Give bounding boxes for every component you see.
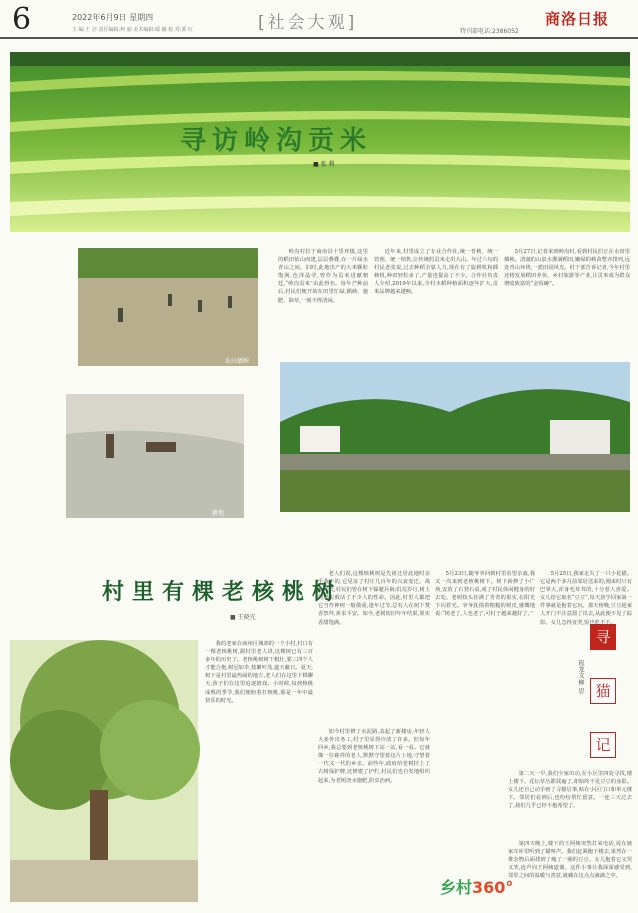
story2-column-d: 5月23日,随爷爷回到村里看望亲戚,我又一次来到老核桃树下。树下新修了小广场,安放了石凳石桌,成了村民休闲健身的好去处。老树枝头挂满了青青的果实,在阳光下闪着光。爷爷抚摸着粗糙的树皮,感慨地说:“树老了,人也老了,可村子越来越好了。”	[435, 571, 535, 618]
story1-column-a: 岭沟村位于商南县十里坪镇,这里的稻田依山而建,层层叠叠,在一片绿水青山之间。旧时,此地出产的大米颗粒饱满,色泽晶莹,曾作为贡米进献朝廷,“岭沟贡米”由此得名。每年芒种前后,村民们便开始在田里忙碌,插秧、施肥、除草,一刻不得清闲。	[278, 249, 368, 304]
story3-title-char-1: 寻	[590, 624, 616, 650]
hotline: 特刊部电话:2386052	[460, 28, 519, 35]
photo1-caption: 农田插秧	[225, 358, 250, 365]
story3-column-c: 第四天晚上,楼下的王阿姨突然打来电话,说在她家车库里听到了猫叫声。我们赶紧跑下楼去,果然在一堆杂物后面找到了瘦了一圈的豆豆。女儿抱着它又哭又笑,连声向王阿姨道谢。这件小事让我深深感受到,邻里之间的温暖与善意,就藏在这点点滴滴之中。	[508, 841, 632, 880]
story2-byline: ■ 王晓光	[230, 614, 256, 621]
story3-byline: 程龙文 柳 思	[577, 660, 584, 694]
tilling-photo	[66, 394, 244, 518]
issue-date: 2022年6月9日 星期四	[72, 13, 154, 22]
story2-title: 村里有棵老核桃树	[102, 579, 343, 605]
story1-column-c: 5月27日,记者来到岭沟村,看到村民们正在水田里插秧。清澈的山泉水灌满稻田,嫩绿的秧苗整齐排列,远处青山环绕,一派田园风光。村干部告诉记者,今年村里还将发展稻田养鱼、乡村旅游等产业,让贡米成为群众增收致富的“金饭碗”。	[504, 249, 630, 288]
story3-title-char-3: 记	[590, 732, 616, 758]
walnut-tree-photo	[10, 640, 198, 902]
page-number: 6	[12, 2, 32, 37]
editor-credits: 主 编:王 洁 责任编辑:柯 丽 美术编辑:鄢 颖 校 对:郭 红	[72, 27, 194, 33]
village-photo	[280, 362, 630, 512]
story3-column-b: 第二天一早,我们全家出动,在小区里四处寻找,楼上楼下、花坛草丛都找遍了,却始终不见豆豆的身影。女儿还自己动手画了寻猫启事,贴在小区门口和单元楼下。邻居们看到后,也纷纷帮忙留意。一连三天过去了,我们几乎已经不抱希望了。	[508, 771, 632, 810]
page-header	[0, 0, 638, 40]
badge-number: 360°	[472, 878, 514, 897]
section-title: [社会大观]	[258, 13, 358, 33]
story1-column-b: 近年来,村里成立了专业合作社,统一育秧、统一管理、统一销售,让传统的贡米走出大山。年过六旬的村民老张说,过去种稻全靠人力,现在有了旋耕机和插秧机,种田轻松多了,产量也提高了不少。合作社负责人介绍,2019年以来,全村水稻种植面积逐年扩大,贡米品牌越来越响。	[374, 249, 498, 296]
transplanting-photo	[78, 248, 258, 366]
story2-column-c: 如今村里修了水泥路,盖起了新楼房,年轻人大多外出务工,村子里显得冷清了许多。但每年回乡,我总要到老核桃树下站一站,看一看。它就像一位慈祥的老人,默默守望着这片土地,守望着一代又一代的乡亲。前些年,政府给老树挂上了古树保护牌,还修建了护栏,村民们也自发地组织起来,为老树浇水施肥,防虫治病。	[318, 729, 430, 784]
story1-byline: ■ 张 利	[313, 161, 335, 168]
story2-column-b: 老人们说,这棵核桃树是先祖迁居此地时亲手栽下的,它见证了村庄几百年的兴衰变迁。战乱年代,村民们曾在树下躲避兵祸;饥荒岁月,树上的果实救活了不少人的性命。因此,村里人都把它当作神树一般敬重,逢年过节,总有人在树下焚香祭拜,祈求平安。如今,老树依旧年年结果,果实香甜饱满。	[318, 571, 430, 626]
header-divider	[0, 37, 638, 39]
newspaper-logo: 商洛日报	[545, 10, 610, 28]
story3-title-char-2: 猫	[590, 678, 616, 704]
story1-title: 寻访岭沟贡米	[180, 126, 373, 156]
story3-column-a: 5月25日,我家走失了一只小花猫。它是两个多月前邻居送来的,刚来时只有巴掌大,浑身毛茸茸的,十分惹人喜爱。女儿给它取名“豆豆”,每天放学回家第一件事就是抱着它玩。那天傍晚,豆豆趁家人开门不注意溜了出去,从此便不见了踪影。女儿急得直哭,饭也吃不下。	[540, 571, 632, 626]
story2-column-a: 我的老家在商州区城郊的一个小村,村口有一棵老核桃树,据村里老人讲,这棵树已有三百多年的历史了。老核桃树树干粗壮,要三四个人才能合抱,树冠如伞,枝繁叶茂,遮天蔽日。夏天,树下是村里最热闹的地方,老人们在这里下棋聊天,孩子们在这里追逐嬉戏。小时候,每到核桃成熟的季节,我们便盼着打核桃,那是一年中最快乐的时光。	[205, 641, 313, 704]
badge-text: 乡村	[440, 878, 473, 897]
photo2-caption: 耕地	[212, 510, 225, 517]
rural-360-badge	[440, 875, 513, 898]
